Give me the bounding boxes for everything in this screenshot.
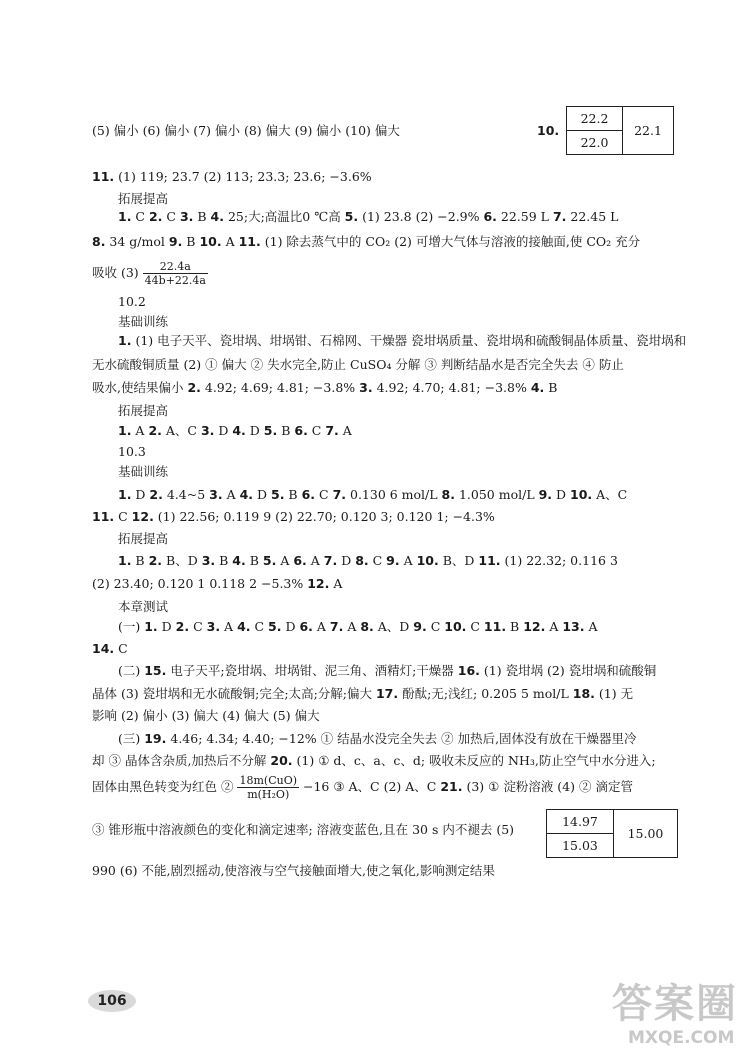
answer-text: C — [162, 209, 180, 224]
answer-line — [118, 486, 627, 504]
answer-text: C — [189, 619, 207, 634]
answer-text: A、C — [592, 487, 628, 502]
question-number: 13. — [562, 619, 585, 634]
answer-text: −16 ③ A、C (2) A、C — [299, 779, 441, 794]
answer-text: B — [193, 209, 211, 224]
answer-text: C — [315, 487, 333, 502]
question-number: 4. — [530, 380, 545, 395]
answer-text: (一) — [118, 619, 145, 634]
answer-text: (1) 23.8 (2) −2.9% — [358, 209, 484, 224]
question-number: 11. — [92, 169, 115, 184]
question-number: 2. — [148, 209, 163, 224]
answer-text: B、D — [438, 553, 479, 568]
answer-text: C — [114, 509, 132, 524]
question-number: 11. — [483, 619, 507, 634]
table-cell: 22.1 — [623, 107, 674, 155]
question-number: 8. — [441, 487, 455, 502]
answer-line — [92, 752, 656, 770]
question-number: 10. — [444, 619, 467, 634]
answer-line — [92, 233, 640, 251]
answer-text: 4.92; 4.70; 4.81; −3.8% — [372, 380, 531, 395]
answer-line — [92, 862, 495, 880]
answer-line-05 — [92, 122, 400, 140]
data-table-2 — [546, 809, 678, 858]
answer-line — [92, 508, 495, 526]
answer-line — [118, 422, 352, 440]
answer-text: D — [245, 423, 264, 438]
answer-text: B — [131, 553, 149, 568]
question-number: 3. — [201, 553, 216, 568]
heading-text: 基础训练 — [118, 314, 169, 329]
fraction — [237, 774, 299, 801]
answer-text: B — [245, 553, 263, 568]
question-number: 1. — [118, 333, 132, 348]
answer-text: 吸水,使结果偏小 — [92, 380, 188, 395]
table-cell: 15.03 — [547, 834, 614, 858]
answer-text: A — [306, 553, 324, 568]
answer-text: 4.46; 4.34; 4.40; −12% ① 结晶水没完全失去 ② 加热后,固体没有放在干燥器里冷 — [166, 731, 637, 746]
fraction-numerator: 18m(CuO) — [239, 774, 297, 787]
answer-text: 电子天平;瓷坩埚、坩埚钳、泥三角、酒精灯;干燥器 — [166, 663, 458, 678]
table-cell: 22.2 — [567, 107, 623, 131]
answer-text: 4.4~5 — [162, 487, 210, 502]
answer-text: B、D — [162, 553, 202, 568]
question-number: 16. — [457, 663, 480, 678]
question-number: 6. — [293, 553, 307, 568]
answer-text: ③ 锥形瓶中溶液颜色的变化和滴定速率; 溶液变蓝色,且在 30 s 内不褪去 (5) — [92, 822, 515, 837]
answer-line-11 — [92, 168, 372, 186]
question-number: 4. — [237, 619, 251, 634]
fraction — [143, 260, 208, 287]
question-number: 10. — [416, 553, 439, 568]
answer-line — [92, 640, 128, 658]
question-number: 2. — [187, 380, 201, 395]
question-number: 15. — [144, 663, 167, 678]
answer-text: A — [276, 553, 294, 568]
answer-text: (2) 23.40; 0.120 1 0.118 2 −5.3% — [92, 576, 308, 591]
answer-text: 0.130 6 mol/L — [346, 487, 442, 502]
section-text: 10.3 — [118, 444, 146, 459]
answer-text: C — [466, 619, 484, 634]
answer-text: D — [131, 487, 150, 502]
answer-text: 酚酞;无;浅红; 0.205 5 mol/L — [398, 686, 573, 701]
section-heading — [118, 402, 168, 420]
question-number: 12. — [131, 509, 154, 524]
question-number: 10. — [537, 123, 560, 138]
question-number: 7. — [552, 209, 567, 224]
q10-label — [537, 122, 559, 140]
answer-text: A、C — [161, 423, 201, 438]
fraction-denominator: m(H₂O) — [247, 788, 290, 801]
answer-text: 影响 (2) 偏小 (3) 偏大 (4) 偏大 (5) 偏大 — [92, 708, 320, 723]
question-number: 7. — [332, 487, 347, 502]
answer-text: B — [182, 234, 200, 249]
answer-text: B — [506, 619, 524, 634]
section-heading — [118, 313, 168, 331]
question-number: 12. — [523, 619, 546, 634]
question-number: 5. — [268, 619, 282, 634]
watermark-text: 答案圈 — [612, 981, 738, 1027]
answer-text: 4.92; 4.69; 4.81; −3.8% — [200, 380, 360, 395]
answer-line — [92, 379, 557, 397]
answer-text: 34 g/mol — [105, 234, 169, 249]
question-number: 5. — [262, 553, 277, 568]
answer-text: B — [284, 487, 302, 502]
question-number: 9. — [386, 553, 400, 568]
question-number: 7. — [323, 553, 338, 568]
answer-text: C — [250, 619, 269, 634]
answer-text: A、D — [373, 619, 414, 634]
question-number: 8. — [360, 619, 374, 634]
question-number: 12. — [307, 576, 330, 591]
question-number: 2. — [148, 553, 163, 568]
answer-text: 吸收 (3) — [92, 265, 139, 280]
answer-text: A — [338, 423, 352, 438]
answer-text: (1) 22.56; 0.119 9 (2) 22.70; 0.120 3; 0.120 1; −4.3% — [153, 509, 495, 524]
answer-text: A — [312, 619, 330, 634]
answer-text: 晶体 (3) 瓷坩埚和无水硫酸铜;完全;太高;分解;偏大 — [92, 686, 376, 701]
question-number: 5. — [263, 423, 278, 438]
question-number: 2. — [148, 423, 162, 438]
answer-text: C — [307, 423, 326, 438]
question-number: 7. — [325, 423, 339, 438]
answer-text: (1) 电子天平、瓷坩埚、坩埚钳、石棉网、干燥器 瓷坩埚质量、瓷坩埚和硫酸铜晶体质量、瓷坩埚和 — [135, 333, 687, 348]
answer-text: 1.050 mol/L — [455, 487, 539, 502]
question-number: 10. — [199, 234, 222, 249]
question-number: 5. — [271, 487, 285, 502]
question-number: 20. — [270, 753, 293, 768]
heading-text: 拓展提高 — [118, 403, 169, 418]
heading-text: 本章测试 — [118, 599, 169, 614]
heading-text: 拓展提高 — [118, 191, 169, 206]
question-number: 19. — [144, 731, 167, 746]
answer-line — [92, 356, 624, 374]
table-cell: 22.0 — [567, 131, 623, 155]
answer-text: 22.45 L — [566, 209, 619, 224]
answer-line — [118, 662, 656, 680]
answer-text: A — [584, 619, 598, 634]
answer-text: A — [220, 619, 238, 634]
table-cell: 14.97 — [547, 810, 614, 834]
question-number: 1. — [118, 423, 132, 438]
question-number: 11. — [238, 234, 261, 249]
answer-line — [118, 208, 618, 226]
question-number: 10. — [570, 487, 593, 502]
question-number: 18. — [572, 686, 595, 701]
question-number: 11. — [92, 509, 115, 524]
question-number: 4. — [232, 553, 246, 568]
answer-text: 22.59 L — [496, 209, 553, 224]
answer-text: A — [222, 487, 240, 502]
section-heading — [118, 598, 168, 616]
answer-text: A — [343, 619, 361, 634]
answer-line-fraction — [92, 258, 208, 288]
section-text: 10.2 — [118, 294, 146, 309]
question-number: 5. — [344, 209, 359, 224]
answer-text: (1) 无 — [594, 686, 634, 701]
answer-text: A — [221, 234, 239, 249]
answer-line — [118, 332, 686, 350]
answer-line — [118, 730, 637, 748]
answer-text: 25;大;高温比0 ℃高 — [223, 209, 345, 224]
section-number — [118, 293, 146, 311]
heading-text: 基础训练 — [118, 464, 169, 479]
answer-text: B — [544, 380, 558, 395]
answer-line — [118, 618, 598, 636]
watermark-logo — [606, 966, 746, 1054]
question-number: 6. — [483, 209, 497, 224]
question-number: 3. — [206, 619, 221, 634]
answer-line — [92, 821, 514, 839]
fraction-numerator: 22.4a — [143, 260, 208, 274]
section-heading — [118, 463, 168, 481]
answer-text: 990 (6) 不能,剧烈摇动,使溶液与空气接触面增大,使之氧化,影响测定结果 — [92, 863, 495, 878]
question-number: 3. — [179, 209, 194, 224]
question-number: 3. — [359, 380, 373, 395]
answer-text: (1) 瓷坩埚 (2) 瓷坩埚和硫酸铜 — [479, 663, 657, 678]
question-number: 2. — [175, 619, 190, 634]
answer-text: (1) 22.32; 0.116 3 — [500, 553, 618, 568]
answer-line — [92, 707, 320, 725]
answer-text: D — [552, 487, 571, 502]
question-number: 9. — [413, 619, 427, 634]
answer-text: (1) 119; 23.7 (2) 113; 23.3; 23.6; −3.6% — [118, 169, 372, 184]
answer-text: D — [281, 619, 300, 634]
answer-text: B — [215, 553, 233, 568]
question-number: 21. — [440, 779, 463, 794]
section-heading — [118, 190, 168, 208]
answer-text: C — [114, 641, 128, 656]
question-number: 6. — [294, 423, 308, 438]
question-number: 11. — [478, 553, 501, 568]
question-number: 6. — [301, 487, 316, 502]
answer-text: B — [277, 423, 295, 438]
answer-text: 却 ③ 晶体含杂质,加热后不分解 — [92, 753, 271, 768]
question-number: 3. — [200, 423, 215, 438]
answer-text: (1) ① d、c、a、c、d; 吸收未反应的 NH₃,防止空气中水分进入; — [292, 753, 656, 768]
answer-text: C — [131, 209, 149, 224]
answer-text: D — [214, 423, 233, 438]
watermark-url: MXQE.COM — [628, 1028, 735, 1048]
answer-text: D — [157, 619, 176, 634]
heading-text: 拓展提高 — [118, 531, 169, 546]
answer-text: 固体由黑色转变为红色 ② — [92, 779, 234, 794]
answer-text: (3) ① 淀粉溶液 (4) ② 滴定管 — [462, 779, 633, 794]
question-number: 6. — [299, 619, 313, 634]
question-number: 1. — [118, 209, 132, 224]
answer-line — [92, 685, 633, 703]
table-cell: 15.00 — [614, 810, 678, 858]
question-number: 9. — [168, 234, 183, 249]
question-number: 1. — [118, 487, 132, 502]
question-number: 14. — [92, 641, 115, 656]
answer-text: (5) 偏小 (6) 偏小 (7) 偏小 (8) 偏大 (9) 偏小 (10) 偏大 — [92, 123, 400, 138]
question-number: 4. — [232, 423, 246, 438]
question-number: 4. — [210, 209, 224, 224]
answer-text: 无水硫酸铜质量 (2) ① 偏大 ② 失水完全,防止 CuSO₄ 分解 ③ 判断结晶水是否完全失去 ④ 防止 — [92, 357, 624, 372]
answer-text: C — [368, 553, 387, 568]
answer-text: A — [131, 423, 149, 438]
answer-text: D — [253, 487, 271, 502]
answer-text: (1) 除去蒸气中的 CO₂ (2) 可增大气体与溶液的接触面,使 CO₂ 充分 — [260, 234, 641, 249]
answer-text: D — [337, 553, 356, 568]
question-number: 1. — [144, 619, 158, 634]
question-number: 2. — [149, 487, 163, 502]
answer-text: (二) — [118, 663, 145, 678]
answer-text: A — [545, 619, 563, 634]
answer-text: (三) — [118, 731, 145, 746]
question-number: 8. — [92, 234, 106, 249]
fraction-denominator: 44b+22.4a — [144, 274, 206, 287]
answer-line — [118, 552, 618, 570]
answer-text: A — [399, 553, 417, 568]
question-number: 8. — [355, 553, 369, 568]
answer-text: A — [329, 576, 343, 591]
question-number: 7. — [329, 619, 344, 634]
page-number: 106 — [88, 990, 136, 1012]
answer-line — [92, 575, 342, 593]
data-table-1 — [566, 106, 674, 155]
question-number: 17. — [375, 686, 399, 701]
section-number — [118, 443, 146, 461]
question-number: 1. — [118, 553, 132, 568]
question-number: 3. — [209, 487, 223, 502]
question-number: 9. — [538, 487, 553, 502]
section-heading — [118, 530, 168, 548]
answer-text: C — [426, 619, 445, 634]
answer-line-fraction — [92, 770, 633, 804]
question-number: 4. — [239, 487, 254, 502]
